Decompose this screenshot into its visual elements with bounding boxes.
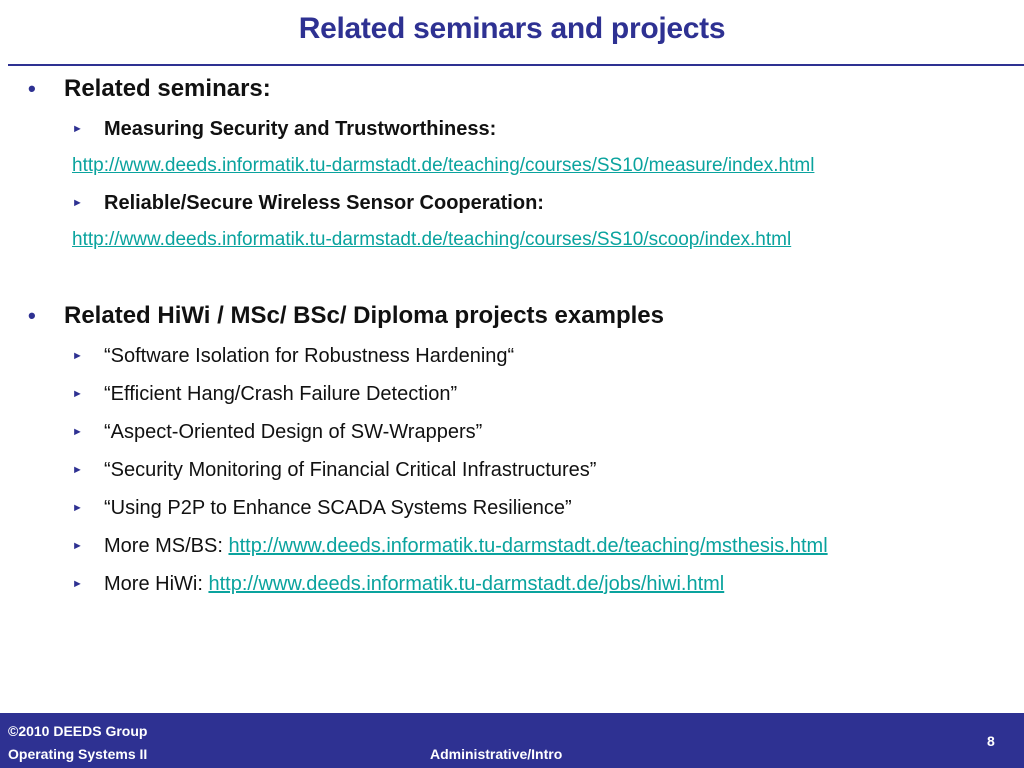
seminar-url-line	[72, 229, 791, 251]
arrow-right-icon: ►	[72, 540, 83, 552]
hiwi-link[interactable]: http://www.deeds.informatik.tu-darmstadt.de/jobs/hiwi.html	[208, 573, 725, 595]
section-heading: Related seminars:	[64, 75, 271, 102]
title-divider	[8, 64, 1024, 66]
msthesis-link[interactable]: http://www.deeds.informatik.tu-darmstadt.de/teaching/msthesis.html	[228, 535, 828, 557]
more-ms-bs-item	[72, 535, 828, 558]
arrow-right-icon: ►	[72, 388, 83, 400]
project-item	[72, 345, 514, 368]
seminar-url-line	[72, 155, 814, 177]
seminar-label: Measuring Security and Trustworthiness:	[104, 118, 497, 140]
bullet-icon: •	[28, 76, 36, 101]
slide-title: Related seminars and projects	[298, 12, 726, 45]
project-title: “Security Monitoring of Financial Critical Infrastructures”	[104, 459, 597, 481]
project-title: “Efficient Hang/Crash Failure Detection”	[104, 383, 458, 405]
project-title: “Using P2P to Enhance SCADA Systems Resilience”	[104, 497, 572, 519]
project-item	[72, 383, 457, 406]
bullet-related-projects	[28, 302, 664, 330]
project-title: “Software Isolation for Robustness Hardening“	[104, 345, 515, 367]
seminar-link-scoop[interactable]: http://www.deeds.informatik.tu-darmstadt.de/teaching/courses/SS10/scoop/index.html	[72, 229, 792, 250]
seminar-label: Reliable/Secure Wireless Sensor Cooperation:	[104, 192, 544, 214]
project-item	[72, 421, 482, 444]
project-item	[72, 459, 596, 482]
seminar-link-measure[interactable]: http://www.deeds.informatik.tu-darmstadt.de/teaching/courses/SS10/measure/index.html	[72, 155, 815, 176]
footer-section: Administrative/Intro	[430, 746, 563, 762]
footer-copyright: ©2010 DEEDS Group	[8, 723, 148, 739]
more-ms-prefix: More MS/BS:	[104, 535, 229, 557]
section-heading: Related HiWi / MSc/ BSc/ Diploma projects examples	[64, 302, 664, 329]
arrow-right-icon: ►	[72, 464, 83, 476]
more-hiwi-prefix: More HiWi:	[104, 573, 209, 595]
bullet-related-seminars	[28, 75, 271, 103]
project-item	[72, 497, 572, 520]
arrow-right-icon: ►	[72, 350, 83, 362]
arrow-right-icon: ►	[72, 123, 83, 135]
more-hiwi-item	[72, 573, 724, 596]
bullet-icon: •	[28, 303, 36, 328]
arrow-right-icon: ►	[72, 502, 83, 514]
project-title: “Aspect-Oriented Design of SW-Wrappers”	[104, 421, 483, 443]
sub-bullet-measuring	[72, 118, 496, 141]
arrow-right-icon: ►	[72, 578, 83, 590]
sub-bullet-wireless	[72, 192, 544, 215]
arrow-right-icon: ►	[72, 426, 83, 438]
arrow-right-icon: ►	[72, 197, 83, 209]
footer-course: Operating Systems II	[8, 746, 148, 762]
page-number: 8	[987, 733, 995, 749]
footer-bar	[0, 713, 1024, 768]
